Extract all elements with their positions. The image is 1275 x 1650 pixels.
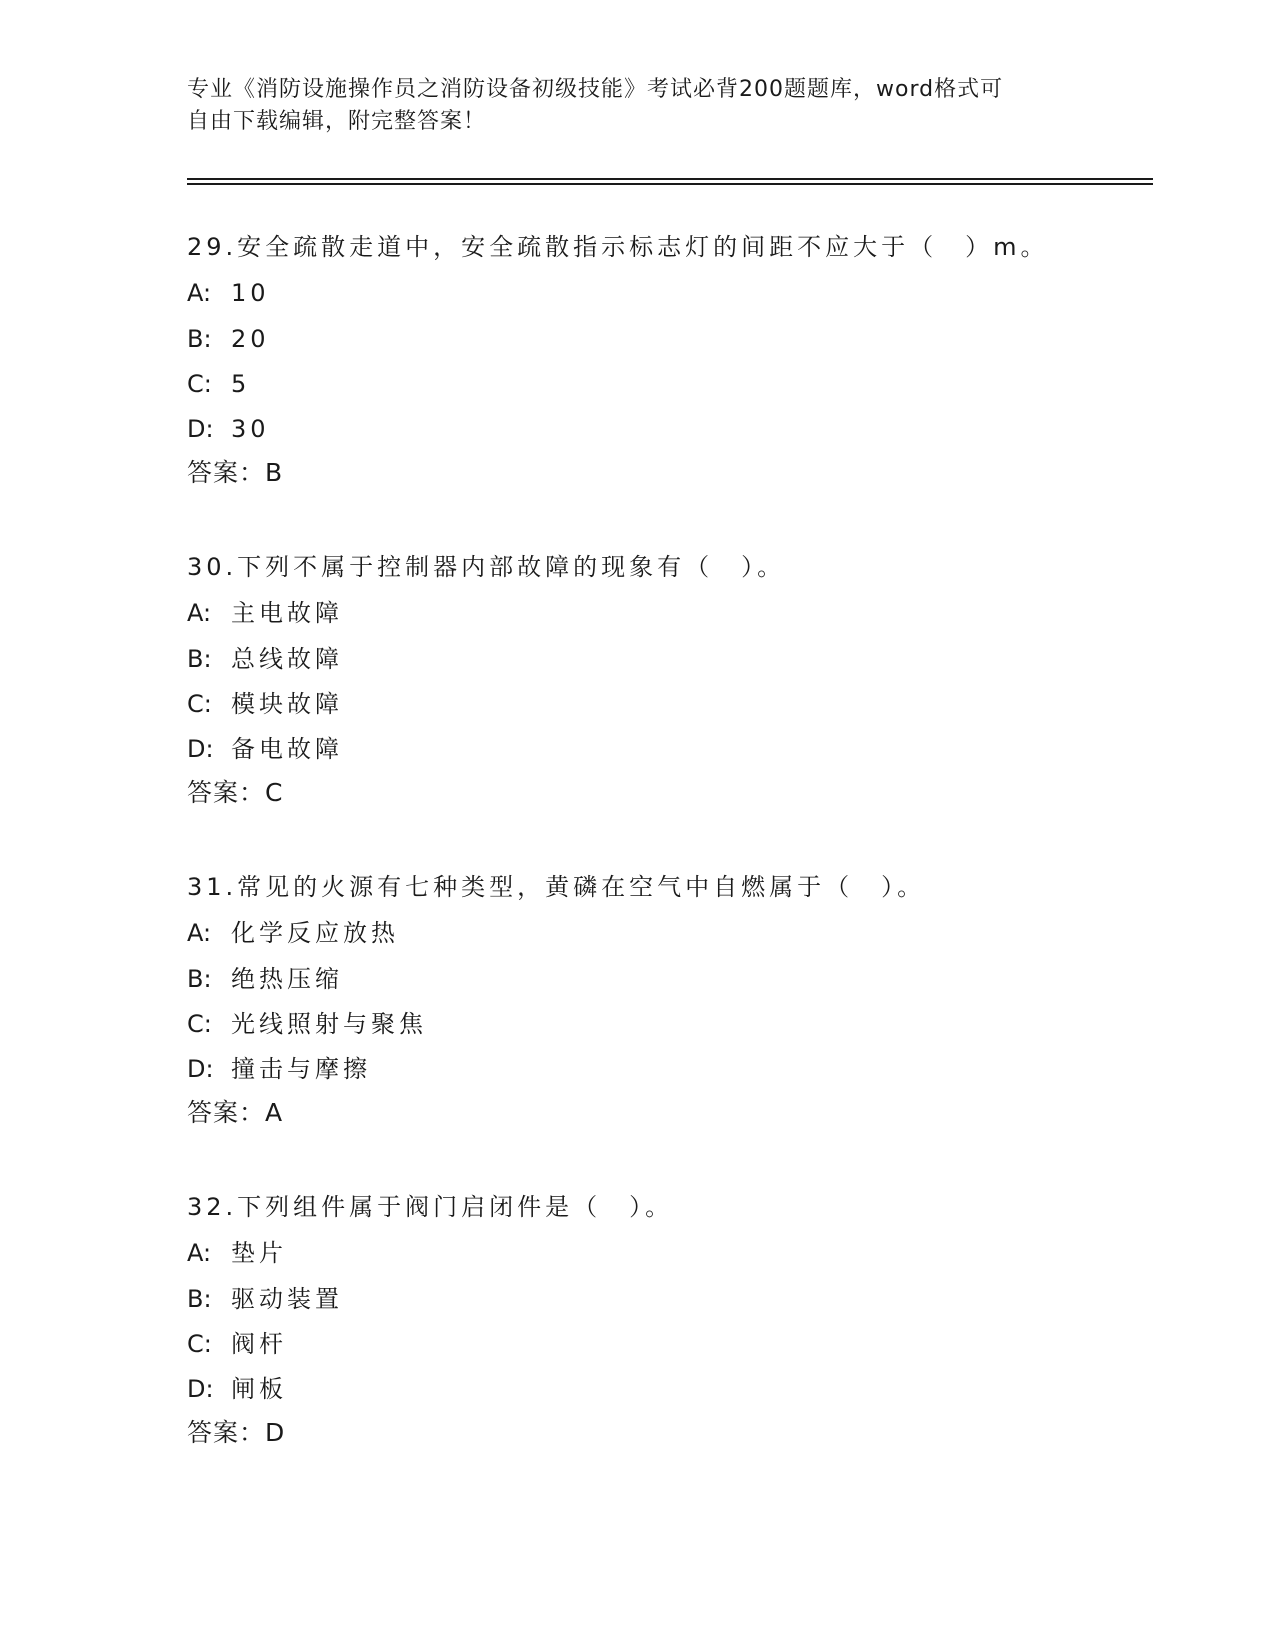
header-line-1: 专业《消防设施操作员之消防设备初级技能》考试必背200题题库，word格式可 [187,77,1004,102]
option-a [187,598,343,628]
option-text: 闸板 [231,1375,287,1403]
option-text: 阀杆 [231,1330,287,1358]
question-stem: 32.下列组件属于阀门启闭件是（ ）。 [187,1193,674,1221]
option-letter: B: [187,965,212,993]
question-list [187,232,1167,1512]
question-30 [187,552,1167,872]
option-letter: D: [187,735,214,763]
option-d [187,734,343,764]
option-c [187,689,343,719]
option-text: 绝热压缩 [231,965,343,993]
header-line-2: 自由下载编辑，附完整答案！ [187,109,487,134]
option-letter: A: [187,599,212,627]
option-c [187,369,250,399]
option-b [187,1284,343,1314]
answer-line: 答案：A [187,1098,284,1127]
option-a [187,918,399,948]
option-text: 主电故障 [231,599,343,627]
option-text: 10 [231,279,270,307]
option-letter: D: [187,1375,214,1403]
option-c [187,1009,427,1039]
answer-line: 答案：D [187,1418,286,1447]
option-text: 5 [231,370,251,398]
option-text: 驱动装置 [231,1285,343,1313]
option-letter: C: [187,690,212,718]
option-text: 模块故障 [231,690,343,718]
option-text: 化学反应放热 [231,919,399,947]
option-text: 备电故障 [231,735,343,763]
option-letter: B: [187,1285,212,1313]
question-stem: 29.安全疏散走道中，安全疏散指示标志灯的间距不应大于（ ）m。 [187,233,1049,261]
option-a [187,1238,287,1268]
option-letter: D: [187,415,214,443]
answer-line: 答案：B [187,458,284,487]
option-letter: B: [187,325,212,353]
option-letter: A: [187,279,212,307]
option-text: 垫片 [231,1239,287,1267]
option-letter: D: [187,1055,214,1083]
option-letter: A: [187,1239,212,1267]
question-stem: 30.下列不属于控制器内部故障的现象有（ ）。 [187,553,786,581]
question-31 [187,872,1167,1192]
option-b [187,964,343,994]
option-letter: C: [187,1330,212,1358]
header-divider-bottom [187,183,1153,185]
option-letter: B: [187,645,212,673]
option-text: 撞击与摩擦 [231,1055,371,1083]
option-text: 20 [231,325,270,353]
answer-line: 答案：C [187,778,284,807]
option-d [187,414,270,444]
option-b [187,324,270,354]
question-stem: 31.常见的火源有七种类型，黄磷在空气中自燃属于（ ）。 [187,873,926,901]
option-letter: C: [187,1010,212,1038]
header-divider-top [187,178,1153,180]
question-29 [187,232,1167,552]
document-header [187,74,1067,138]
option-text: 30 [231,415,270,443]
option-c [187,1329,287,1359]
option-letter: A: [187,919,212,947]
option-letter: C: [187,370,212,398]
question-32 [187,1192,1167,1512]
option-d [187,1374,287,1404]
option-a [187,278,270,308]
option-text: 光线照射与聚焦 [231,1010,427,1038]
option-b [187,644,343,674]
option-text: 总线故障 [231,645,343,673]
option-d [187,1054,371,1084]
